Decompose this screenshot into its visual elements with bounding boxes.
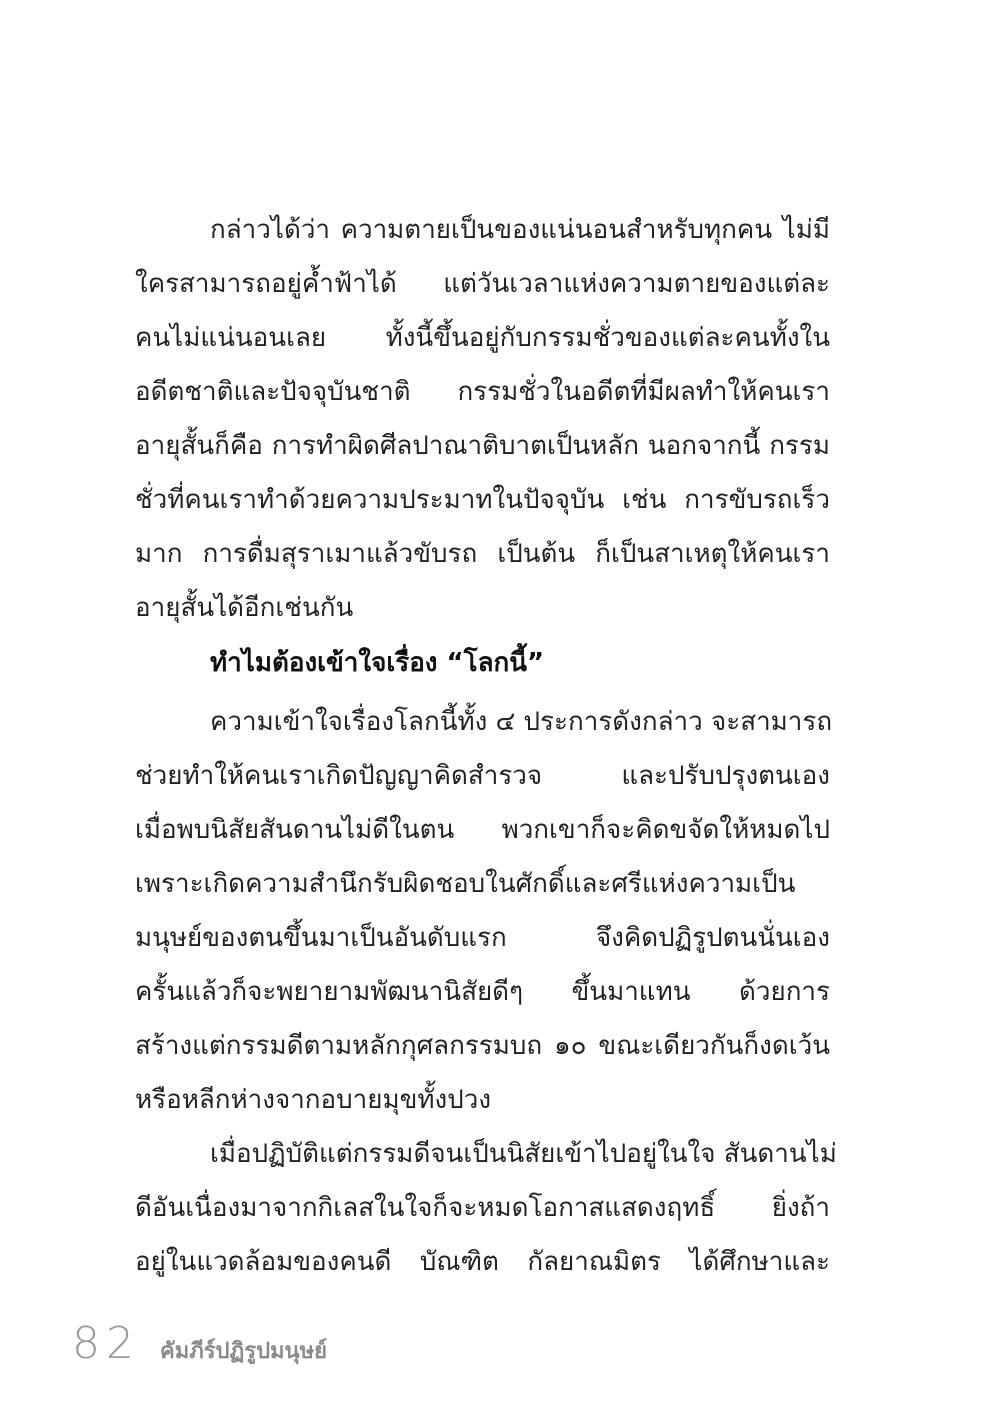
paragraph-line: กล่าวได้ว่า ความตายเป็นของแน่นอนสำหรับทุกคน ไม่มี bbox=[210, 215, 830, 245]
paragraph-line: ความเข้าใจเรื่องโลกนี้ทั้ง ๔ ประการดังกล่าว จะสามารถ bbox=[210, 707, 833, 737]
paragraph-line: ชั่วที่คนเราทำด้วยความประมาทในปัจจุบัน เช่น การขับรถเร็ว bbox=[135, 485, 830, 515]
paragraph-line: อดีตชาติและปัจจุบันชาติ กรรมชั่วในอดีตที่มีผลทำให้คนเรา bbox=[135, 377, 830, 407]
paragraph-line: สร้างแต่กรรมดีตามหลักกุศลกรรมบถ ๑๐ ขณะเดียวกันก็งดเว้น bbox=[135, 1031, 830, 1061]
paragraph-line: ช่วยทำให้คนเราเกิดปัญญาคิดสำรวจ และปรับปรุงตนเอง bbox=[135, 761, 830, 791]
page-number: 82 bbox=[72, 1318, 140, 1369]
paragraph-line: ใครสามารถอยู่ค้ำฟ้าได้ แต่วันเวลาแห่งความตายของแต่ละ bbox=[135, 269, 830, 299]
paragraph-line: เพราะเกิดความสำนึกรับผิดชอบในศักดิ์และศรีแห่งความเป็น bbox=[135, 869, 796, 899]
paragraph-good-deeds bbox=[135, 1127, 837, 1289]
paragraph-line: อายุสั้นได้อีกเช่นกัน bbox=[135, 593, 354, 623]
paragraph-line: อยู่ในแวดล้อมของคนดี บัณฑิต กัลยาณมิตร ได้ศึกษาและ bbox=[135, 1247, 830, 1277]
paragraph-line: ดีอันเนื่องมาจากกิเลสในใจก็จะหมดโอกาสแสดงฤทธิ์ ยิ่งถ้า bbox=[135, 1193, 830, 1223]
paragraph-line: อายุสั้นก็คือ การทำผิดศีลปาณาติบาตเป็นหลัก นอกจากนี้ กรรม bbox=[135, 431, 830, 461]
paragraph-line: มาก การดื่มสุราเมาแล้วขับรถ เป็นต้น ก็เป็นสาเหตุให้คนเรา bbox=[135, 539, 830, 569]
paragraph-line: เมื่อพบนิสัยสันดานไม่ดีในตน พวกเขาก็จะคิดขจัดให้หมดไป bbox=[135, 815, 830, 845]
paragraph-death-certainty bbox=[135, 203, 830, 635]
paragraph-line: คนไม่แน่นอนเลย ทั้งนี้ขึ้นอยู่กับกรรมชั่วของแต่ละคนทั้งใน bbox=[135, 323, 830, 353]
section-heading: ทำไมต้องเข้าใจเรื่อง “โลกนี้” bbox=[210, 648, 545, 678]
paragraph-line: หรือหลีกห่างจากอบายมุขทั้งปวง bbox=[135, 1085, 492, 1115]
page-footer bbox=[72, 1318, 327, 1378]
paragraph-line: ครั้นแล้วก็จะพยายามพัฒนานิสัยดีๆ ขึ้นมาแทน ด้วยการ bbox=[135, 977, 830, 1007]
paragraph-line: เมื่อปฏิบัติแต่กรรมดีจนเป็นนิสัยเข้าไปอยู่ในใจ สันดานไม่ bbox=[210, 1139, 837, 1169]
paragraph-line: มนุษย์ของตนขึ้นมาเป็นอันดับแรก จึงคิดปฏิรูปตนนั่นเอง bbox=[135, 923, 830, 953]
paragraph-understanding-world bbox=[135, 695, 833, 1127]
book-title: คัมภีร์ปฏิรูปมนุษย์ bbox=[160, 1339, 327, 1364]
